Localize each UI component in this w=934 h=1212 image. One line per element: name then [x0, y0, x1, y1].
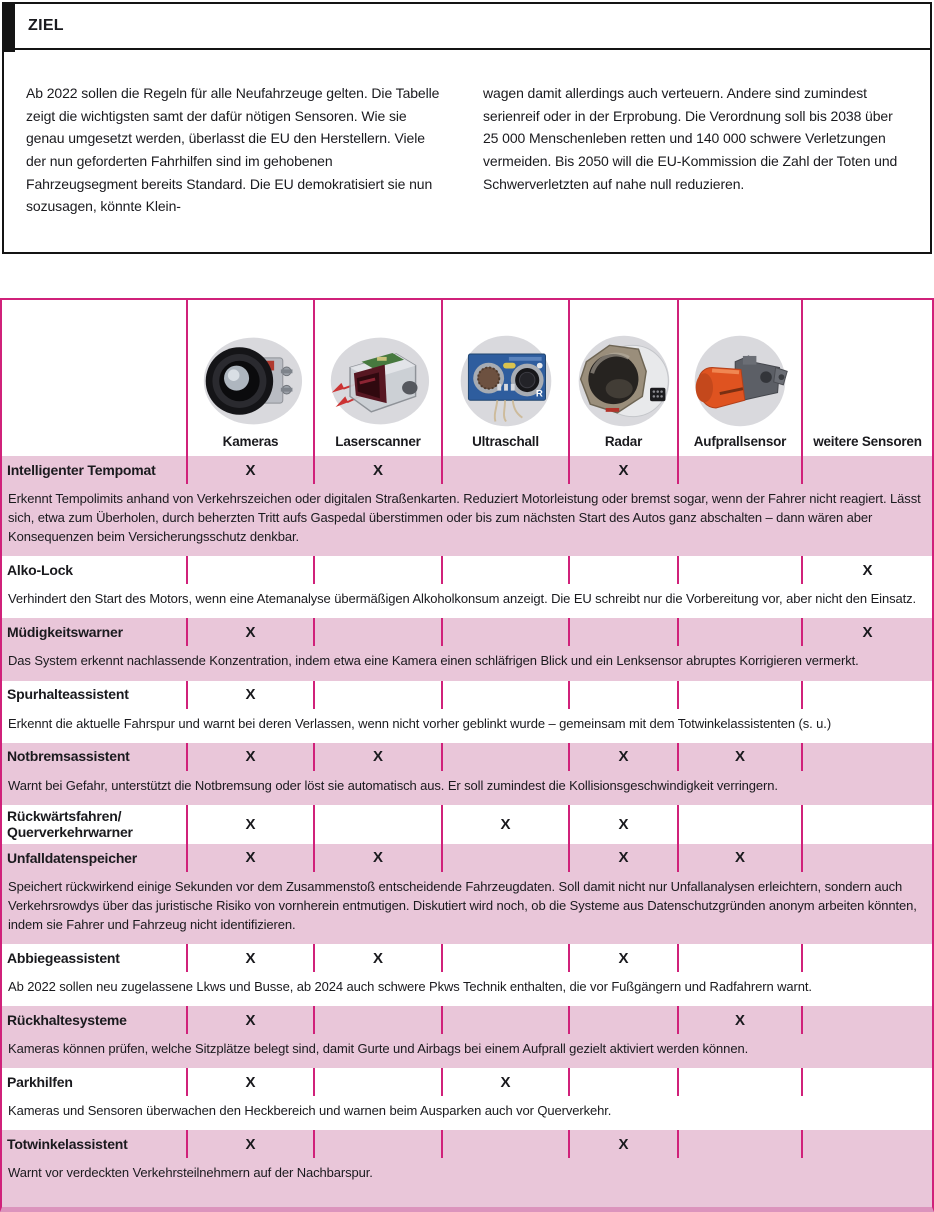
column-label: Ultraschall	[472, 434, 539, 450]
column-header-weitere-sensoren	[801, 300, 932, 456]
mark-cell-kameras	[186, 1006, 313, 1034]
mark-cell-aufprallsensor	[677, 618, 801, 646]
mark-cell-ultraschall	[441, 681, 568, 709]
system-label: Parkhilfen	[7, 1074, 73, 1091]
system-description: Warnt bei Gefahr, unterstützt die Notbremsung oder löst sie automatisch aus. Er soll zumindest die Kollisionsgeschwindigkeit verringern.	[2, 771, 932, 805]
mark-cell-kameras	[186, 844, 313, 872]
system-row-m-digkeitswarner	[2, 618, 932, 646]
mark-cell-radar	[568, 805, 677, 844]
mark-cell-weitere-sensoren	[801, 618, 932, 646]
system-description: Warnt vor verdeckten Verkehrsteilnehmern auf der Nachbarspur.	[2, 1158, 932, 1206]
ziel-box	[2, 2, 932, 254]
x-mark: X	[618, 1135, 629, 1153]
mark-cell-ultraschall	[441, 556, 568, 584]
impact-sensor-icon	[686, 328, 794, 434]
ziel-body	[4, 50, 930, 252]
mark-cell-aufprallsensor	[677, 681, 801, 709]
mark-cell-kameras	[186, 743, 313, 771]
laserscanner-icon	[324, 328, 432, 434]
mark-cell-aufprallsensor	[677, 456, 801, 484]
ultrasonic-sensor-icon	[452, 328, 560, 434]
mark-cell-aufprallsensor	[677, 1130, 801, 1158]
x-mark: X	[618, 815, 629, 833]
mark-cell-kameras	[186, 681, 313, 709]
system-label: Notbremsassistent	[7, 748, 130, 765]
mark-cell-laserscanner	[313, 743, 441, 771]
mark-cell-ultraschall	[441, 1130, 568, 1158]
mark-cell-weitere-sensoren	[801, 456, 932, 484]
column-label: Aufprallsensor	[693, 434, 787, 450]
x-mark: X	[372, 461, 383, 479]
system-description: Erkennt die aktuelle Fahrspur und warnt bei deren Verlassen, wenn nicht vorher geblinkt wurde – gemeinsam mit dem Totwinkelassistenten (s. u.)	[8, 715, 832, 731]
system-row-intelligenter-tempomat	[2, 456, 932, 484]
mark-cell-laserscanner	[313, 1130, 441, 1158]
mark-cell-weitere-sensoren	[801, 556, 932, 584]
x-mark: X	[245, 461, 256, 479]
column-label: Kameras	[222, 434, 279, 450]
system-description: Speichert rückwirkend einige Sekunden vor dem Zusammenstoß entscheidende Fahrzeugdaten. Soll damit nicht nur Unfallanalysen erleichtern, sondern auch Verkehrsrowdys über das juristische Risiko von vornherein entmutigen. Diskutiert wird noch, ob die Systeme aus Datenschutzgründen anonym arbeiten könnten, indem sie Fahrer und Fahrzeug nicht identifizieren.	[2, 872, 932, 944]
ziel-title: ZIEL	[28, 17, 64, 34]
system-label: Abbiegeassistent	[7, 949, 120, 966]
system-row-abbiegeassistent	[2, 944, 932, 972]
table-corner-cell	[2, 300, 186, 456]
system-label: Totwinkelassistent	[7, 1136, 128, 1153]
column-header-radar	[568, 300, 677, 456]
x-mark: X	[245, 1011, 256, 1029]
mark-cell-weitere-sensoren	[801, 743, 932, 771]
system-row-r-ckhaltesysteme	[2, 1006, 932, 1034]
system-label: Rückhaltesysteme	[7, 1012, 127, 1028]
x-mark: X	[618, 849, 629, 867]
x-mark: X	[618, 748, 629, 766]
mark-cell-ultraschall	[441, 805, 568, 844]
x-mark: X	[372, 748, 383, 766]
column-header-aufprallsensor	[677, 300, 801, 456]
system-label: Müdigkeitswarner	[7, 624, 123, 641]
mark-cell-radar	[568, 1130, 677, 1158]
mark-cell-aufprallsensor	[677, 1068, 801, 1096]
system-row-totwinkelassistent	[2, 1130, 932, 1158]
mark-cell-weitere-sensoren	[801, 844, 932, 872]
system-label: Unfalldatenspeicher	[7, 849, 138, 866]
x-mark: X	[372, 949, 383, 967]
mark-cell-radar	[568, 556, 677, 584]
ziel-paragraph-left: Ab 2022 sollen die Regeln für alle Neufahrzeuge gelten. Die Tabelle zeigt die wichtigsten samt der dafür nötigen Sensoren. Wie sie genau umgesetzt werden, überlasst die EU den Herstellern. Viele der nun geforderten Fahrhilfen sind im gehobenen Fahrzeugsegment bereits Standard. Die EU demokratisiert sie nun sozusagen, könnte Klein-	[26, 85, 440, 215]
x-mark: X	[500, 815, 511, 833]
system-description: Erkennt Tempolimits anhand von Verkehrszeichen oder digitalen Straßenkarten. Reduziert Motorleistung oder bremst sogar, wenn der Fahrer nicht reagiert. Lässt sich, etwa zum Überholen, durch beherzten Tritt aufs Gaspedal überstimmen oder bis zum nächsten Start des Autos ganz abschalten – dann wären aber Konsequenzen beim Versicherungsschutz denkbar.	[2, 484, 932, 556]
mark-cell-kameras	[186, 944, 313, 972]
x-mark: X	[734, 748, 745, 766]
x-mark: X	[618, 461, 629, 479]
mark-cell-laserscanner	[313, 456, 441, 484]
mark-cell-kameras	[186, 805, 313, 844]
mark-cell-ultraschall	[441, 944, 568, 972]
system-description: Verhindert den Start des Motors, wenn eine Atemanalyse übermäßigen Alkoholkonsum anzeigt. Die EU schreibt nur die Vorbereitung vor, aber nicht den Einsatz.	[8, 591, 917, 607]
svg-text:R: R	[535, 388, 543, 400]
x-mark: X	[245, 815, 256, 833]
mark-cell-ultraschall	[441, 743, 568, 771]
mark-cell-ultraschall	[441, 844, 568, 872]
column-label: weitere Sensoren	[813, 434, 922, 450]
x-mark: X	[734, 849, 745, 867]
mark-cell-laserscanner	[313, 944, 441, 972]
mark-cell-kameras	[186, 556, 313, 584]
ziel-header	[4, 4, 930, 50]
system-description: Das System erkennt nachlassende Konzentration, indem etwa eine Kamera einen schläfrigen Blick und ein Lenksensor abruptes Korrigieren vermerkt.	[2, 646, 932, 680]
mark-cell-laserscanner	[313, 1068, 441, 1096]
mark-cell-laserscanner	[313, 1006, 441, 1034]
sensor-table	[0, 298, 934, 1212]
mark-cell-radar	[568, 681, 677, 709]
radar-sensor-icon	[570, 328, 678, 434]
mark-cell-laserscanner	[313, 618, 441, 646]
mark-cell-aufprallsensor	[677, 743, 801, 771]
column-header-laserscanner	[313, 300, 441, 456]
ziel-paragraph-right: wagen damit allerdings auch verteuern. Andere sind zumindest serienreif oder in der Erprobung. Die Verordnung soll bis 2038 über 25 000 Menschenleben retten und 140 000 schwere Verletzungen vermeiden. Bis 2050 will die EU-Kommission die Zahl der Toten und Schwerverletzten auf nahe null reduzieren.	[483, 85, 898, 192]
mark-cell-ultraschall	[441, 1006, 568, 1034]
system-row-parkhilfen	[2, 1068, 932, 1096]
mark-cell-radar	[568, 844, 677, 872]
system-row-notbremsassistent	[2, 743, 932, 771]
mark-cell-kameras	[186, 1068, 313, 1096]
column-label: Radar	[604, 434, 643, 450]
column-header-ultraschall	[441, 300, 568, 456]
table-body	[2, 456, 932, 1207]
x-mark: X	[372, 849, 383, 867]
system-row-unfalldatenspeicher	[2, 844, 932, 872]
mark-cell-laserscanner	[313, 556, 441, 584]
x-mark: X	[734, 1011, 745, 1029]
mark-cell-ultraschall	[441, 1068, 568, 1096]
ziel-black-bar	[2, 2, 15, 52]
mark-cell-aufprallsensor	[677, 944, 801, 972]
system-label: Rückwärtsfahren/ Querverkehrwarner	[7, 807, 133, 841]
mark-cell-weitere-sensoren	[801, 1130, 932, 1158]
mark-cell-radar	[568, 944, 677, 972]
system-label: Intelligenter Tempomat	[7, 461, 156, 478]
system-label: Spurhalteassistent	[7, 686, 129, 703]
mark-cell-laserscanner	[313, 844, 441, 872]
x-mark: X	[245, 748, 256, 766]
mark-cell-radar	[568, 743, 677, 771]
mark-cell-ultraschall	[441, 618, 568, 646]
system-label: Alko-Lock	[7, 562, 73, 579]
x-mark: X	[245, 949, 256, 967]
x-mark: X	[245, 1135, 256, 1153]
mark-cell-radar	[568, 1068, 677, 1096]
mark-cell-kameras	[186, 1130, 313, 1158]
mark-cell-weitere-sensoren	[801, 1068, 932, 1096]
mark-cell-aufprallsensor	[677, 556, 801, 584]
system-row-r-ckw-rtsfahren-querverkehrwarner	[2, 805, 932, 844]
x-mark: X	[618, 949, 629, 967]
mark-cell-weitere-sensoren	[801, 1006, 932, 1034]
mark-cell-aufprallsensor	[677, 1006, 801, 1034]
column-header-kameras	[186, 300, 313, 456]
mark-cell-radar	[568, 1006, 677, 1034]
mark-cell-radar	[568, 456, 677, 484]
camera-sensor-icon	[197, 328, 305, 434]
column-label: Laserscanner	[335, 434, 421, 450]
x-mark: X	[862, 623, 873, 641]
mark-cell-ultraschall	[441, 456, 568, 484]
system-row-alko-lock	[2, 556, 932, 584]
system-row-spurhalteassistent	[2, 681, 932, 709]
mark-cell-aufprallsensor	[677, 844, 801, 872]
x-mark: X	[862, 561, 873, 579]
mark-cell-kameras	[186, 618, 313, 646]
mark-cell-laserscanner	[313, 805, 441, 844]
system-description: Ab 2022 sollen neu zugelassene Lkws und Busse, ab 2024 auch schwere Pkws Technik enthalten, die vor Fußgängern und Radfahrern warnt.	[8, 979, 812, 995]
mark-cell-weitere-sensoren	[801, 805, 932, 844]
mark-cell-laserscanner	[313, 681, 441, 709]
system-description: Kameras und Sensoren überwachen den Heckbereich und warnen beim Ausparken auch vor Querverkehr.	[8, 1103, 612, 1119]
x-mark: X	[245, 686, 256, 704]
x-mark: X	[245, 1073, 256, 1091]
x-mark: X	[245, 623, 256, 641]
mark-cell-kameras	[186, 456, 313, 484]
mark-cell-weitere-sensoren	[801, 944, 932, 972]
mark-cell-weitere-sensoren	[801, 681, 932, 709]
table-header-row	[2, 300, 932, 456]
mark-cell-aufprallsensor	[677, 805, 801, 844]
x-mark: X	[245, 849, 256, 867]
x-mark: X	[500, 1073, 511, 1091]
system-description: Kameras können prüfen, welche Sitzplätze belegt sind, damit Gurte und Airbags bei einem Aufprall gezielt aktiviert werden können.	[2, 1034, 932, 1068]
mark-cell-radar	[568, 618, 677, 646]
